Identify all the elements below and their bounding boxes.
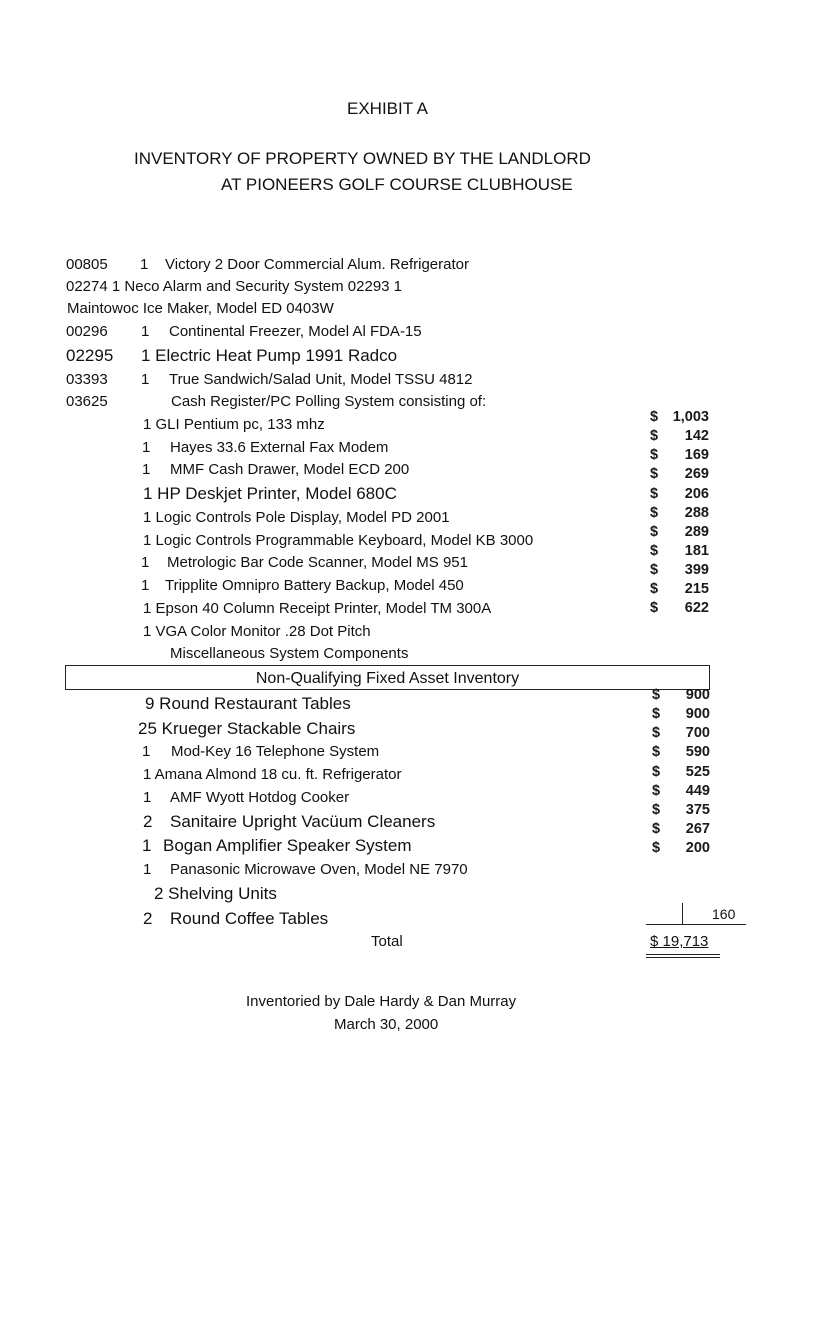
- item-code: 00805: [66, 256, 108, 273]
- amount-cell: [650, 467, 709, 483]
- dollar-sign: $: [650, 505, 659, 521]
- dollar-sign: $: [652, 764, 661, 780]
- amount-value: 269: [684, 466, 709, 482]
- amount-cell: [650, 410, 709, 426]
- amount-cell: [650, 429, 709, 445]
- item-qty: 1: [141, 554, 150, 571]
- dollar-sign: $: [650, 543, 659, 559]
- total-label: Total: [371, 933, 403, 950]
- item-code: 03393: [66, 371, 108, 388]
- item-qty: 1: [140, 256, 149, 273]
- item-qty: 1: [142, 439, 151, 456]
- amount-value: 1,003: [672, 409, 709, 425]
- cell-divider: [682, 903, 683, 925]
- nq-item-desc: 25 Krueger Stackable Chairs: [138, 719, 356, 738]
- item-qty: 1: [142, 461, 151, 478]
- amount-value: 169: [684, 447, 709, 463]
- amount-value: 181: [684, 543, 709, 559]
- amount-value: 449: [685, 783, 710, 799]
- item-desc: 1 HP Deskjet Printer, Model 680C: [143, 484, 397, 503]
- amount-cell: [652, 688, 710, 704]
- dollar-sign: $: [652, 821, 661, 837]
- item-code: 00296: [66, 323, 108, 340]
- item-desc: Miscellaneous System Components: [170, 645, 409, 662]
- amount-value: 700: [685, 725, 710, 741]
- nq-item-desc: Round Coffee Tables: [170, 909, 329, 928]
- dollar-sign: $: [652, 783, 661, 799]
- item-desc: 1 Electric Heat Pump 1991 Radco: [141, 346, 398, 365]
- inventory-date: March 30, 2000: [334, 1016, 439, 1033]
- non-qualifying-label: Non-Qualifying Fixed Asset Inventory: [255, 670, 520, 687]
- item-desc: Metrologic Bar Code Scanner, Model MS 951: [167, 554, 468, 571]
- dollar-sign: $: [650, 581, 659, 597]
- amount-cell: [650, 544, 709, 560]
- item-desc: True Sandwich/Salad Unit, Model TSSU 4812: [169, 371, 473, 388]
- amount-cell: [652, 707, 710, 723]
- cell-bottom-border: [646, 924, 746, 925]
- dollar-sign: $: [652, 687, 661, 703]
- amount-cell: [650, 525, 709, 541]
- amount-value: 399: [684, 562, 709, 578]
- nq-item-desc: 1 Amana Almond 18 cu. ft. Refrigerator: [143, 766, 402, 783]
- dollar-sign: $: [652, 744, 661, 760]
- amount-cell: [650, 448, 709, 464]
- amount-cell: [650, 563, 709, 579]
- item-desc: MMF Cash Drawer, Model ECD 200: [170, 461, 410, 478]
- item-desc: 1 VGA Color Monitor .28 Dot Pitch: [143, 623, 371, 640]
- nq-item-desc: Bogan Amplifier Speaker System: [163, 836, 412, 855]
- amount-cell: [652, 784, 710, 800]
- amount-cell: [652, 745, 710, 761]
- amount-value: 525: [685, 764, 710, 780]
- item-qty: 1: [141, 577, 150, 594]
- amount-value: 900: [685, 706, 710, 722]
- item-desc: 1 Logic Controls Pole Display, Model PD 2001: [143, 509, 450, 526]
- amount-cell: [650, 582, 709, 598]
- item-desc: Victory 2 Door Commercial Alum. Refrigerator: [165, 256, 469, 273]
- non-qualifying-section-box: [65, 665, 710, 690]
- item-code: 03625: [66, 393, 108, 410]
- dollar-sign: $: [650, 428, 659, 444]
- inventoried-by: Inventoried by Dale Hardy & Dan Murray: [246, 993, 517, 1010]
- dollar-sign: $: [652, 802, 661, 818]
- total-value: $ 19,713: [650, 933, 709, 950]
- item-desc: 1 Epson 40 Column Receipt Printer, Model TM 300A: [143, 600, 492, 617]
- nq-item-desc: 2 Shelving Units: [154, 884, 277, 903]
- nq-item-desc: Panasonic Microwave Oven, Model NE 7970: [170, 861, 468, 878]
- title-line-1: INVENTORY OF PROPERTY OWNED BY THE LANDLORD: [134, 149, 591, 168]
- dollar-sign: $: [650, 409, 659, 425]
- item-code: 02295: [66, 346, 114, 365]
- dollar-sign: $: [650, 447, 659, 463]
- title-line-2: AT PIONEERS GOLF COURSE CLUBHOUSE: [221, 175, 573, 194]
- dollar-sign: $: [650, 562, 659, 578]
- item-qty: 1: [141, 371, 150, 388]
- amount-value: 375: [685, 802, 710, 818]
- item-desc: 1 GLI Pentium pc, 133 mhz: [143, 416, 325, 433]
- item-desc: Continental Freezer, Model Al FDA-15: [169, 323, 422, 340]
- dollar-sign: $: [650, 486, 659, 502]
- amount-value: 622: [684, 600, 709, 616]
- amount-cell: [652, 841, 710, 857]
- nq-item-desc: 9 Round Restaurant Tables: [145, 694, 351, 713]
- nq-item-qty: 1: [143, 861, 152, 878]
- dollar-sign: $: [650, 524, 659, 540]
- nq-item-qty: 1: [143, 789, 152, 806]
- item-desc: 02274 1 Neco Alarm and Security System 02293 1: [66, 278, 403, 295]
- nq-item-qty: 1: [142, 836, 152, 855]
- amount-cell: [650, 506, 709, 522]
- amount-cell: [652, 765, 710, 781]
- amount-value: 590: [685, 744, 710, 760]
- amount-cell: [650, 487, 709, 503]
- dollar-sign: $: [652, 725, 661, 741]
- amount-value: 289: [684, 524, 709, 540]
- amount-cell: [652, 803, 710, 819]
- item-desc: Tripplite Omnipro Battery Backup, Model 450: [165, 577, 464, 594]
- dollar-sign: $: [650, 466, 659, 482]
- amount-cell: [652, 726, 710, 742]
- item-desc: Hayes 33.6 External Fax Modem: [170, 439, 389, 456]
- nq-item-qty: 1: [142, 743, 151, 760]
- amount-value: 200: [685, 840, 710, 856]
- item-qty: 1: [141, 323, 150, 340]
- item-desc: Cash Register/PC Polling System consisting of:: [171, 393, 487, 410]
- exhibit-heading: EXHIBIT A: [347, 99, 428, 118]
- item-desc: Maintowoc Ice Maker, Model ED 0403W: [67, 300, 334, 317]
- nq-item-desc: Mod-Key 16 Telephone System: [171, 743, 380, 760]
- total-double-underline: [646, 954, 720, 955]
- nq-item-desc: AMF Wyott Hotdog Cooker: [170, 789, 350, 806]
- last-amount: 160: [712, 906, 736, 922]
- nq-item-qty: 2: [143, 909, 153, 928]
- dollar-sign: $: [652, 706, 661, 722]
- dollar-sign: $: [652, 840, 661, 856]
- amount-value: 215: [684, 581, 709, 597]
- total-double-underline: [646, 957, 720, 958]
- amount-value: 142: [684, 428, 709, 444]
- amount-cell: [652, 822, 710, 838]
- amount-value: 206: [684, 486, 709, 502]
- amount-value: 900: [685, 687, 710, 703]
- nq-item-qty: 2: [143, 812, 153, 831]
- nq-item-desc: Sanitaire Upright Vacüum Cleaners: [170, 812, 436, 831]
- dollar-sign: $: [650, 600, 659, 616]
- amount-cell: [650, 601, 709, 617]
- amount-value: 288: [684, 505, 709, 521]
- item-desc: 1 Logic Controls Programmable Keyboard, Model KB 3000: [143, 532, 534, 549]
- amount-value: 267: [685, 821, 710, 837]
